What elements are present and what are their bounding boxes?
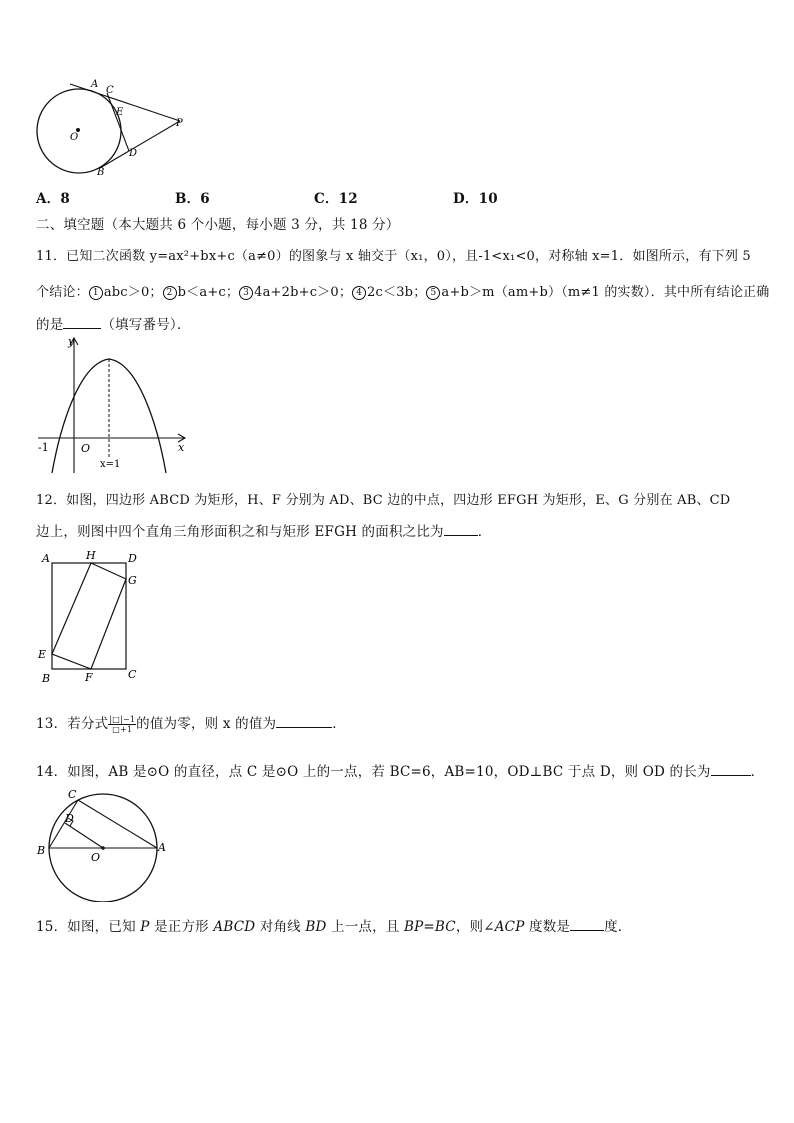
q13-middle: 的值为零，则 x 的值为 <box>136 716 277 732</box>
q10-label-o: O <box>70 132 79 143</box>
q10-label-d: D <box>129 148 138 159</box>
q13-line <box>36 712 346 734</box>
q12-label-c: C <box>128 668 137 681</box>
q11-label-neg1: -1 <box>38 441 49 454</box>
q14-label-a: A <box>158 841 166 854</box>
q15-text-5: 度数是 <box>524 919 571 935</box>
q15-point-p: P <box>140 919 150 935</box>
q14-label-c: C <box>68 788 77 801</box>
q15-text-2: 对角线 <box>255 919 306 935</box>
q12-label-g: G <box>128 574 137 587</box>
q12-label-e: E <box>38 648 47 661</box>
q10-label-p: P <box>176 118 183 129</box>
q15-text-4: ，则∠ <box>455 919 495 935</box>
q11-label-axis: x=1 <box>100 459 121 470</box>
q10-label-a: A <box>91 79 99 90</box>
q10-label-b: B <box>97 167 105 178</box>
q12-rect-abcd <box>52 563 126 669</box>
q14-segment-od <box>65 823 103 848</box>
option-d: D．10 <box>453 191 498 207</box>
q12-line2-suffix: ． <box>477 524 492 540</box>
q11-item-3-num: 3 <box>239 286 253 300</box>
q14-center-dot <box>101 846 105 850</box>
q12-rect-efgh <box>52 563 126 669</box>
q15-line <box>36 915 632 935</box>
q10-label-e: E <box>116 107 124 118</box>
q12-line1: 12．如图，四边形 ABCD 为矩形，H、F 分别为 AD、BC 边的中点，四边形 EFGH 为矩形，E、G 分别在 AB、CD <box>36 493 731 508</box>
q13-suffix: ． <box>332 716 346 732</box>
q12-answer-blank[interactable] <box>444 523 478 536</box>
q15-text-3: 上一点，且 <box>326 919 404 935</box>
option-c: C．12 <box>314 191 358 207</box>
q14-suffix: ． <box>750 764 765 780</box>
q11-item-2: b＜a+c； <box>177 285 240 300</box>
q12-label-b: B <box>42 672 51 685</box>
q15-square-abcd: ABCD <box>213 919 256 935</box>
q14-chord-ca <box>78 800 157 848</box>
q15-suffix: 度． <box>604 919 632 935</box>
q12-label-f: F <box>85 671 93 684</box>
q12-figure <box>34 548 146 686</box>
q15-diagonal-bd: BD <box>305 919 327 935</box>
q11-answer-blank[interactable] <box>63 316 101 329</box>
q15-condition: BP=BC <box>403 919 456 935</box>
q11-item-5: a+b＞m（am+b）（m≠1 的实数）．其中所有结论正确 <box>441 285 770 300</box>
q13-answer-blank[interactable] <box>276 715 332 728</box>
q11-line3-suffix: （填写番号）． <box>101 317 191 333</box>
q15-answer-blank[interactable] <box>570 918 604 931</box>
q13-prefix: 13．若分式 <box>36 716 109 732</box>
q10-label-c: C <box>106 85 114 96</box>
q10-figure <box>30 74 195 184</box>
q12-line2 <box>36 520 491 540</box>
q11-figure <box>34 333 194 475</box>
q11-line2-prefix: 个结论： <box>36 285 89 300</box>
q11-line2 <box>36 281 769 300</box>
q11-item-1-num: 1 <box>89 286 103 300</box>
q11-line3-prefix: 的是 <box>36 317 64 333</box>
q14-line <box>36 760 764 780</box>
q11-label-x: x <box>178 441 185 454</box>
q14-label-b: B <box>37 844 46 857</box>
q11-item-4-num: 4 <box>352 286 366 300</box>
q11-item-1: abc＞0； <box>103 285 163 300</box>
q14-answer-blank[interactable] <box>711 763 751 776</box>
q11-line3 <box>36 313 191 333</box>
q11-item-5-num: 5 <box>426 286 440 300</box>
q11-label-y: y <box>68 335 75 348</box>
q11-item-4: 2c＜3b； <box>367 285 427 300</box>
q14-label-d: D <box>65 812 74 825</box>
q11-item-2-num: 2 <box>163 286 177 300</box>
q11-label-o: O <box>81 442 91 455</box>
q12-line2-prefix: 边上，则图中四个直角三角形面积之和与矩形 EFGH 的面积之比为 <box>36 524 444 540</box>
q13-frac-denominator: □+1 <box>112 725 133 734</box>
q10-tangent-lower <box>100 121 180 168</box>
q15-angle-acp: ACP <box>494 919 525 935</box>
q15-text-1: 是正方形 <box>149 919 214 935</box>
q12-label-h: H <box>86 549 96 562</box>
q12-label-a: A <box>42 552 50 565</box>
option-b: B．6 <box>175 191 210 207</box>
q13-frac-numerator: |□|−1 <box>109 715 136 724</box>
q13-fraction <box>108 715 136 734</box>
section-title: 二、填空题（本大题共 6 个小题，每小题 3 分，共 18 分） <box>36 217 400 233</box>
q14-prefix: 14．如图，AB 是⊙O 的直径，点 C 是⊙O 上的一点，若 BC=6，AB=10，OD⊥BC 于点 D，则 OD 的长为 <box>36 764 711 780</box>
q11-item-3: 4a+2b+c＞0； <box>254 285 353 300</box>
q10-segment-cd <box>107 93 129 151</box>
q10-tangent-upper <box>70 84 180 121</box>
option-a: A．8 <box>36 191 70 207</box>
q12-label-d: D <box>128 552 137 565</box>
q14-label-o: O <box>91 851 101 864</box>
q15-prefix: 15．如图，已知 <box>36 919 141 935</box>
q14-figure <box>34 784 172 902</box>
q11-line1: 11．已知二次函数 y=ax²+bx+c（a≠0）的图象与 x 轴交于（x₁，0），且-1<x₁<0，对称轴 x=1．如图所示，有下列 5 <box>36 249 751 264</box>
